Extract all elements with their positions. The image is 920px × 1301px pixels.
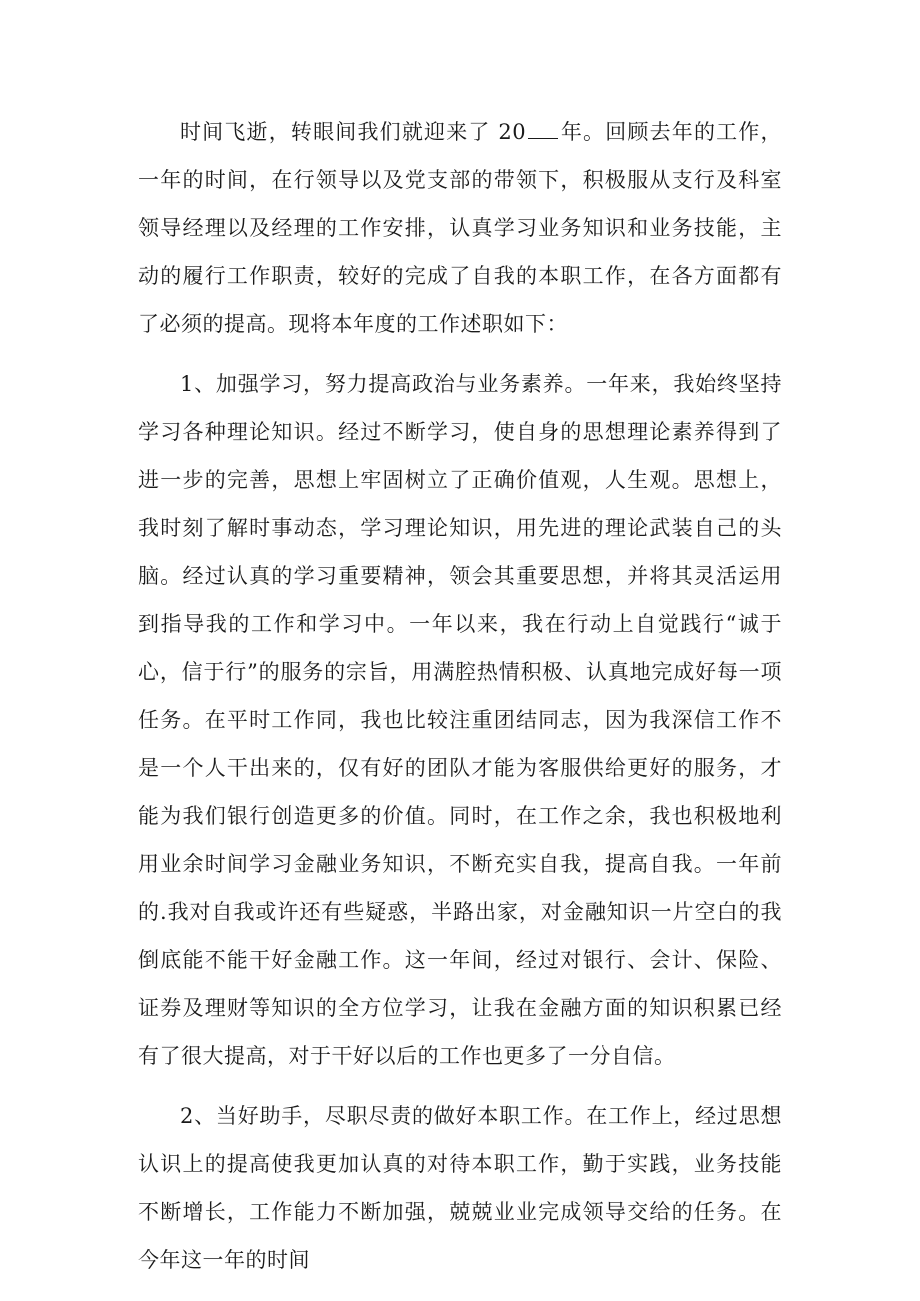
intro-text-start: 时间飞逝，转眼间我们就迎来了 20 [180,120,527,144]
paragraph-section-1: 1、加强学习，努力提高政治与业务素养。一年来，我始终坚持学习各种理论知识。经过不断学习，使自身的思想理论素养得到了进一步的完善，思想上牢固树立了正确价值观，人生观。思想上，我时刻了解时事动态，学习理论知识，用先进的理论武装自己的头脑。经过认真的学习重要精神，领会其重要思想，并将其灵活运用到指导我的工作和学习中。一年以来，我在行动上自觉践行“诚于心，信于行”的服务的宗旨，用满腔热情积极、认真地完成好每一项任务。在平时工作同，我也比较注重团结同志，因为我深信工作不是一个人干出来的，仅有好的团队才能为客服供给更好的服务，才能为我们银行创造更多的价值。同时，在工作之余，我也积极地利用业余时间学习金融业务知识，不断充实自我，提高自我。一年前的.我对自我或许还有些疑惑，半路出家，对金融知识一片空白的我倒底能不能干好金融工作。这一年间，经过对银行、会计、保险、证券及理财等知识的全方位学习，让我在金融方面的知识积累已经有了很大提高，对于干好以后的工作也更多了一分自信。 [138,372,782,1068]
document-body [138,108,782,1296]
paragraph-section-2: 2、当好助手，尽职尽责的做好本职工作。在工作上，经过思想认识上的提高使我更加认真的对待本职工作，勤于实践，业务技能不断增长，工作能力不断加强，兢兢业业完成领导交给的任务。在今年这一年的时间 [138,1104,782,1272]
year-blank [528,120,558,139]
intro-text-rest: 年。回顾去年的工作，一年的时间，在行领导以及党支部的带领下，积极服从支行及科室领导经理以及经理的工作安排，认真学习业务知识和业务技能，主动的履行工作职责，较好的完成了自我的本职工作，在各方面都有了必须的提高。现将本年度的工作述职如下： [138,120,782,336]
paragraph-intro [138,108,782,348]
